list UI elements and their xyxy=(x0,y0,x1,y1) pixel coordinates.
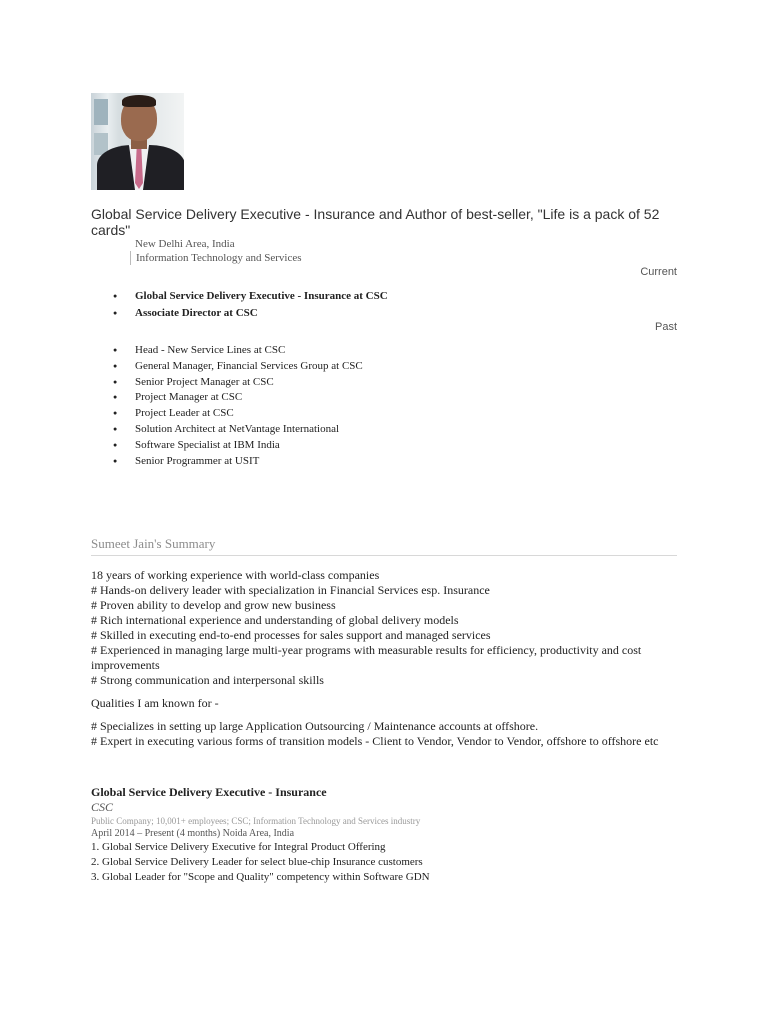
experience-duty: 1. Global Service Delivery Executive for Integral Product Offering xyxy=(91,841,386,853)
summary-body xyxy=(91,568,681,749)
summary-line: # Experienced in managing large multi-year programs with measurable results for efficiency, productivity and cost improvements xyxy=(91,643,642,672)
list-item: ● Associate Director at CSC xyxy=(113,305,388,322)
qualities-intro: Qualities I am known for - xyxy=(91,696,219,710)
summary-heading: Sumeet Jain's Summary xyxy=(91,536,677,556)
qualities-line: # Expert in executing various forms of transition models - Client to Vendor, Vendor to Vendor, offshore to offshore etc xyxy=(91,734,659,748)
list-item: ● Senior Programmer at USIT xyxy=(113,454,363,470)
experience-dates: April 2014 – Present (4 months) Noida Area, India xyxy=(91,828,295,839)
past-label: Past xyxy=(654,321,677,333)
experience-duty: 2. Global Service Delivery Leader for select blue-chip Insurance customers xyxy=(91,856,423,868)
current-positions-list xyxy=(113,288,388,321)
past-positions-list xyxy=(113,343,363,469)
summary-line: # Proven ability to develop and grow new business xyxy=(91,598,336,612)
summary-line: 18 years of working experience with world-class companies xyxy=(91,568,380,582)
profile-headline: Global Service Delivery Executive - Insurance and Author of best-seller, "Life is a pack of 52 cards" xyxy=(91,206,660,238)
list-item: ● General Manager, Financial Services Group at CSC xyxy=(113,359,363,375)
summary-line: # Rich international experience and understanding of global delivery models xyxy=(91,613,459,627)
list-item: ● Senior Project Manager at CSC xyxy=(113,375,363,391)
summary-line: # Skilled in executing end-to-end processes for sales support and managed services xyxy=(91,628,491,642)
experience-company-meta: Public Company; 10,001+ employees; CSC; Information Technology and Services industry xyxy=(91,816,421,826)
experience-title: Global Service Delivery Executive - Insurance xyxy=(91,785,327,799)
list-item: ● Head - New Service Lines at CSC xyxy=(113,343,363,359)
experience-entry xyxy=(91,785,681,885)
experience-duty: 3. Global Leader for "Scope and Quality" competency within Software GDN xyxy=(91,871,430,883)
list-item: ● Solution Architect at NetVantage International xyxy=(113,422,363,438)
experience-company: CSC xyxy=(91,800,114,814)
list-item: ● Software Specialist at IBM India xyxy=(113,438,363,454)
qualities-line: # Specializes in setting up large Application Outsourcing / Maintenance accounts at offshore. xyxy=(91,719,539,733)
summary-line: # Hands-on delivery leader with specialization in Financial Services esp. Insurance xyxy=(91,583,490,597)
profile-photo xyxy=(91,93,184,190)
summary-line: # Strong communication and interpersonal skills xyxy=(91,673,324,687)
list-item: ● Global Service Delivery Executive - Insurance at CSC xyxy=(113,288,388,305)
current-label: Current xyxy=(640,266,677,278)
profile-industry: Information Technology and Services xyxy=(130,251,302,265)
list-item: ● Project Leader at CSC xyxy=(113,406,363,422)
profile-location: New Delhi Area, India xyxy=(135,238,235,250)
list-item: ● Project Manager at CSC xyxy=(113,390,363,406)
